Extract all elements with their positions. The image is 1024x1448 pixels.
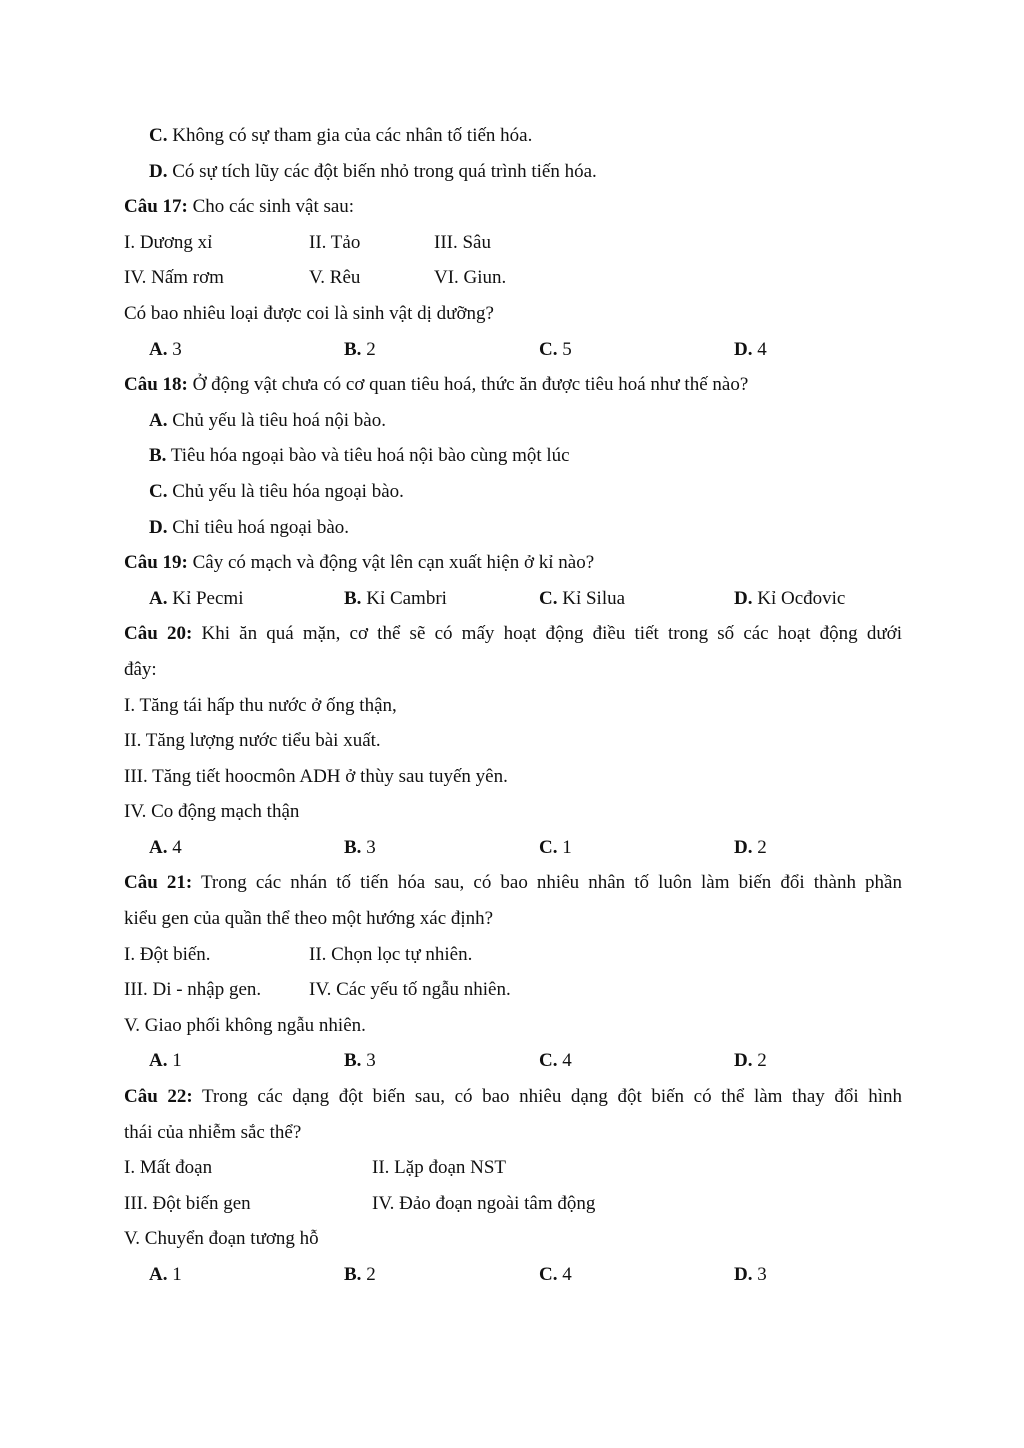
list-item: IV. Nấm rơm	[124, 267, 224, 289]
list-item: III. Tăng tiết hoocmôn ADH ở thùy sau tuyến yên.	[124, 765, 508, 787]
q18-option-a: A. Chủ yếu là tiêu hoá nội bào.	[149, 409, 386, 431]
question-label: Câu 22:	[124, 1086, 193, 1108]
option-b: B. Kỉ Cambri	[344, 587, 447, 609]
q18-option-d: D. Chỉ tiêu hoá ngoại bào.	[149, 516, 350, 538]
option-text: Có sự tích lũy các đột biến nhỏ trong quá trình tiến hóa.	[167, 160, 597, 182]
q21-options	[124, 1043, 902, 1079]
q18-option-b: B. Tiêu hóa ngoại bào và tiêu hoá nội bào cùng một lúc	[149, 445, 570, 467]
question-text: Khi ăn quá mặn, cơ thể sẽ có mấy hoạt động điều tiết trong số các hoạt động dưới	[192, 623, 902, 645]
q17-stem	[124, 189, 902, 225]
option-d: D. 4	[734, 338, 767, 360]
q19-options	[124, 581, 902, 617]
question-label: Câu 20:	[124, 623, 193, 645]
question-text: Cho các sinh vật sau:	[187, 196, 355, 218]
list-item: III. Sâu	[434, 231, 491, 253]
q21-items-row-2	[124, 972, 902, 1008]
q21-stem-line-2: kiểu gen của quần thể theo một hướng xác định?	[124, 908, 494, 930]
option-b: B. 3	[344, 836, 376, 858]
list-item: II. Lặp đoạn NST	[372, 1157, 507, 1179]
list-item: I. Tăng tái hấp thu nước ở ống thận,	[124, 694, 397, 716]
list-item: I. Mất đoạn	[124, 1157, 213, 1179]
option-a: A. Kỉ Pecmi	[149, 587, 244, 609]
option-b: B. 2	[344, 1264, 376, 1285]
q21-items-row-1	[124, 937, 902, 973]
option-a: A. 3	[149, 338, 182, 360]
option-c: C. Kỉ Silua	[539, 587, 626, 609]
q21-stem-line-1	[124, 865, 902, 901]
option-d: D. 2	[734, 836, 767, 858]
q17-items-row-1	[124, 225, 902, 261]
question-text: Trong các nhán tố tiến hóa sau, có bao nhiêu nhân tố luôn làm biến đổi thành phần	[192, 872, 902, 894]
option-d: D. 3	[734, 1264, 767, 1285]
option-d: D. 2	[734, 1050, 767, 1072]
q17-options	[124, 332, 902, 368]
option-d: D. Kỉ Ocđovic	[734, 587, 846, 609]
question-label: Câu 19:	[124, 552, 188, 574]
list-item: IV. Các yếu tố ngẫu nhiên.	[309, 979, 511, 1001]
list-item: V. Chuyển đoạn tương hỗ	[124, 1228, 319, 1250]
option-b: B. 2	[344, 338, 376, 360]
option-text: Không có sự tham gia của các nhân tố tiến hóa.	[167, 125, 533, 146]
q16-option-d	[124, 154, 902, 190]
list-item: I. Dương xỉ	[124, 231, 213, 253]
list-item: IV. Co động mạch thận	[124, 801, 300, 823]
list-item: V. Giao phối không ngẫu nhiên.	[124, 1014, 366, 1036]
q20-stem-line-1	[124, 616, 902, 652]
q17-items-row-2	[124, 260, 902, 296]
q19-stem	[124, 545, 902, 581]
q20-stem-line-2: đây:	[124, 658, 157, 680]
question-label: Câu 21:	[124, 872, 193, 894]
option-a: A. 1	[149, 1264, 182, 1285]
list-item: IV. Đảo đoạn ngoài tâm động	[372, 1192, 596, 1214]
option-b: B. 3	[344, 1050, 376, 1072]
question-text: Cây có mạch và động vật lên cạn xuất hiện ở kỉ nào?	[187, 552, 595, 574]
q18-option-c: C. Chủ yếu là tiêu hóa ngoại bào.	[149, 480, 404, 502]
option-a: A. 1	[149, 1050, 182, 1072]
list-item: V. Rêu	[309, 267, 361, 289]
q22-items-row-2	[124, 1186, 902, 1222]
q20-options	[124, 830, 902, 866]
option-letter: D.	[149, 160, 168, 182]
q22-items-row-1	[124, 1150, 902, 1186]
option-letter: C.	[149, 125, 168, 146]
list-item: III. Di - nhập gen.	[124, 979, 262, 1001]
option-a: A. 4	[149, 836, 182, 858]
option-c: C. 4	[539, 1050, 572, 1072]
q18-stem	[124, 367, 902, 403]
q22-stem-line-2: thái của nhiễm sắc thể?	[124, 1121, 302, 1143]
q22-stem-line-1	[124, 1079, 902, 1115]
option-c: C. 1	[539, 836, 572, 858]
option-c: C. 5	[539, 338, 572, 360]
question-label: Câu 18:	[124, 374, 188, 396]
list-item: II. Chọn lọc tự nhiên.	[309, 943, 473, 965]
question-text: Ở động vật chưa có cơ quan tiêu hoá, thức ăn được tiêu hoá như thế nào?	[187, 374, 749, 396]
page-content	[124, 118, 902, 1293]
list-item: VI. Giun.	[434, 267, 507, 289]
q16-option-c	[124, 118, 902, 154]
option-c: C. 4	[539, 1264, 572, 1285]
question-text: Trong các dạng đột biến sau, có bao nhiêu dạng đột biến có thể làm thay đổi hình	[192, 1086, 902, 1108]
list-item: I. Đột biến.	[124, 943, 211, 965]
list-item: II. Tảo	[309, 231, 361, 253]
q17-question: Có bao nhiêu loại được coi là sinh vật dị dưỡng?	[124, 302, 494, 324]
question-label: Câu 17:	[124, 196, 188, 218]
q22-options	[124, 1257, 902, 1293]
list-item: III. Đột biến gen	[124, 1192, 251, 1214]
list-item: II. Tăng lượng nước tiểu bài xuất.	[124, 730, 381, 752]
